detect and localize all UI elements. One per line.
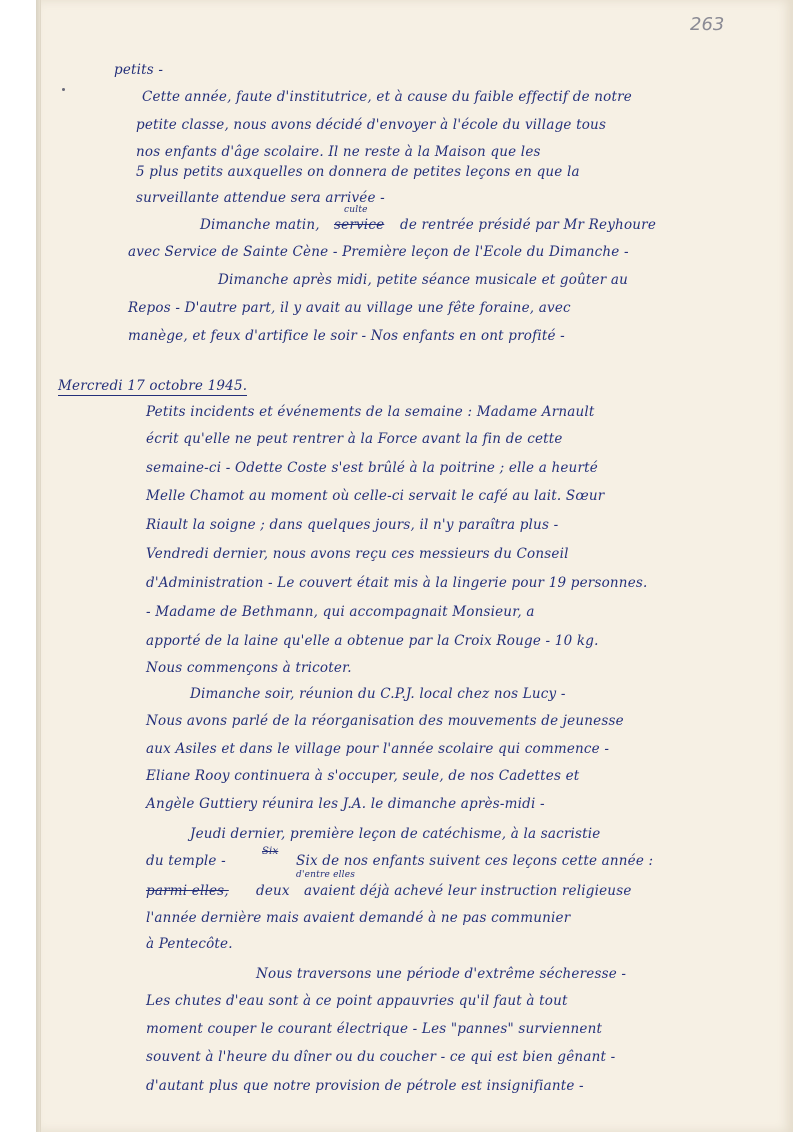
struck-word: Six bbox=[262, 846, 279, 857]
text-line: Repos - D'autre part, il y avait au village une fête foraine, avec bbox=[128, 300, 571, 316]
text-line: Nous traversons une période d'extrême sécheresse - bbox=[256, 966, 627, 982]
text-line: Les chutes d'eau sont à ce point appauvries qu'il faut à tout bbox=[146, 993, 568, 1009]
text-line: souvent à l'heure du dîner ou du coucher - ce qui est bien gênant - bbox=[146, 1049, 616, 1065]
entry-date: Mercredi 17 octobre 1945. bbox=[58, 378, 248, 394]
ink-dot bbox=[62, 88, 65, 91]
text-line: de rentrée présidé par Mr Reyhoure bbox=[400, 217, 657, 233]
text-line: Dimanche après midi, petite séance musicale et goûter au bbox=[218, 272, 629, 288]
text-line: avec Service de Sainte Cène - Première leçon de l'Ecole du Dimanche - bbox=[128, 244, 629, 260]
text-line: Jeudi dernier, première leçon de catéchisme, à la sacristie bbox=[190, 826, 601, 842]
text-line: Eliane Rooy continuera à s'occuper, seule, de nos Cadettes et bbox=[146, 768, 580, 784]
text-line: avaient déjà achevé leur instruction religieuse bbox=[304, 883, 632, 899]
text-line: Six de nos enfants suivent ces leçons cette année : bbox=[296, 853, 654, 869]
text-line: Riault la soigne ; dans quelques jours, il n'y paraîtra plus - bbox=[146, 517, 559, 533]
text-line: d'autant plus que notre provision de pétrole est insignifiante - bbox=[146, 1078, 584, 1094]
text-line: deux bbox=[256, 883, 290, 899]
text-line: Angèle Guttiery réunira les J.A. le dimanche après-midi - bbox=[146, 796, 545, 812]
text-line: petits - bbox=[114, 62, 164, 78]
text-line: petite classe, nous avons décidé d'envoyer à l'école du village tous bbox=[136, 117, 607, 133]
text-line: à Pentecôte. bbox=[146, 936, 233, 952]
text-line: 5 plus petits auxquelles on donnera de petites leçons en que la bbox=[136, 164, 580, 180]
struck-word: service bbox=[334, 217, 385, 233]
text-line: Nous avons parlé de la réorganisation des mouvements de jeunesse bbox=[146, 713, 624, 729]
text-line: aux Asiles et dans le village pour l'année scolaire qui commence - bbox=[146, 741, 610, 757]
insertion-above: d'entre elles bbox=[296, 870, 356, 880]
insertion-above: culte bbox=[344, 205, 368, 215]
struck-phrase: parmi elles, bbox=[146, 883, 229, 899]
text-line: manège, et feux d'artifice le soir - Nos enfants en ont profité - bbox=[128, 328, 565, 344]
text-line: moment couper le courant électrique - Les "pannes" surviennent bbox=[146, 1021, 603, 1037]
text-line: Melle Chamot au moment où celle-ci servait le café au lait. Sœur bbox=[146, 488, 605, 504]
text-line: - Madame de Bethmann, qui accompagnait Monsieur, a bbox=[146, 604, 535, 620]
text-line: apporté de la laine qu'elle a obtenue par la Croix Rouge - 10 kg. bbox=[146, 633, 599, 649]
text-line: l'année dernière mais avaient demandé à ne pas communier bbox=[146, 910, 571, 926]
text-line: du temple - bbox=[146, 853, 226, 869]
text-line: semaine-ci - Odette Coste s'est brûlé à la poitrine ; elle a heurté bbox=[146, 460, 598, 476]
text-line: nos enfants d'âge scolaire. Il ne reste à la Maison que les bbox=[136, 144, 541, 160]
text-line: Nous commençons à tricoter. bbox=[146, 660, 352, 676]
text-line: surveillante attendue sera arrivée - bbox=[136, 190, 385, 206]
text-line: Dimanche soir, réunion du C.P.J. local chez nos Lucy - bbox=[190, 686, 566, 702]
text-line: Vendredi dernier, nous avons reçu ces messieurs du Conseil bbox=[146, 546, 569, 562]
text-line: Dimanche matin, bbox=[200, 217, 320, 233]
page-number: 263 bbox=[690, 14, 725, 35]
text-line: Cette année, faute d'institutrice, et à cause du faible effectif de notre bbox=[142, 89, 632, 105]
text-line: Petits incidents et événements de la semaine : Madame Arnault bbox=[146, 404, 595, 420]
text-line: d'Administration - Le couvert était mis à la lingerie pour 19 personnes. bbox=[146, 575, 648, 591]
text-line: écrit qu'elle ne peut rentrer à la Force avant la fin de cette bbox=[146, 431, 563, 447]
